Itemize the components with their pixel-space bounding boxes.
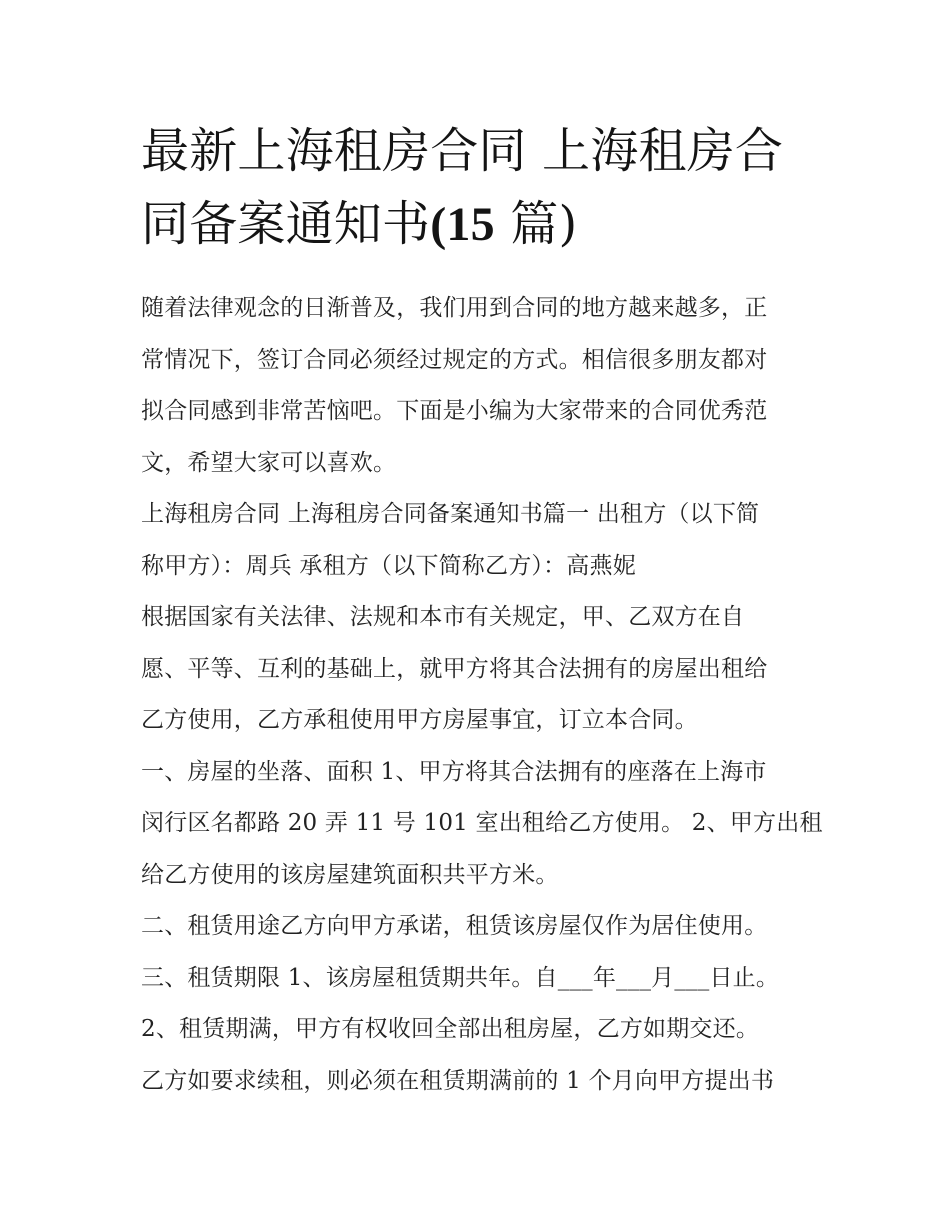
text-line: 2、租赁期满，甲方有权收回全部出租房屋，乙方如期交还。 (141, 1016, 760, 1042)
paragraph-section-3-item-2 (141, 1004, 813, 1056)
title-line: 最新上海租房合同 上海租房合 (141, 123, 784, 179)
text-line: 三、租赁期限 1、该房屋租赁期共年。自___年___月___日止。 (141, 964, 780, 991)
title-suffix: 篇) (494, 196, 578, 252)
paragraph-parties (141, 489, 813, 592)
paragraph-section-2 (141, 901, 813, 953)
document-title (141, 115, 821, 261)
title-count: (15 (430, 198, 495, 251)
text-line: 一、房屋的坐落、面积 1、甲方将其合法拥有的座落在上海市 (141, 758, 767, 785)
text-line: 乙方使用，乙方承租使用甲方房屋事宜，订立本合同。 (141, 707, 698, 733)
paragraph-section-3 (141, 953, 813, 1005)
text-line: 闵行区名都路 20 弄 11 号 101 室出租给乙方使用。 2、甲方出租 (141, 810, 823, 836)
title-line (141, 188, 821, 261)
paragraph-renewal (141, 1056, 813, 1108)
text-line: 称甲方）：周兵 承租方（以下简称乙方）：高燕妮 (141, 552, 636, 579)
document-body (141, 283, 823, 1107)
text-line: 随着法律观念的日渐普及，我们用到合同的地方越来越多，正 (141, 295, 768, 321)
paragraph-intro (141, 283, 813, 489)
text-line: 愿、平等、互利的基础上，就甲方将其合法拥有的房屋出租给 (141, 655, 768, 682)
text-line: 常情况下，签订合同必须经过规定的方式。相信很多朋友都对 (141, 346, 768, 373)
text-line: 根据国家有关法律、法规和本市有关规定，甲、乙双方在自 (141, 604, 745, 630)
text-line: 拟合同感到非常苦恼吧。下面是小编为大家带来的合同优秀范 (141, 398, 768, 424)
paragraph-basis (141, 592, 813, 747)
text-line: 文，希望大家可以喜欢。 (141, 449, 397, 476)
text-line: 二、租赁用途乙方向甲方承诺，租赁该房屋仅作为居住使用。 (141, 913, 768, 939)
title-text: 同备案通知书 (141, 196, 431, 252)
paragraph-section-1 (141, 747, 823, 902)
text-line: 给乙方使用的该房屋建筑面积共平方米。 (141, 861, 559, 888)
text-line: 上海租房合同 上海租房合同备案通知书篇一 出租方（以下简 (141, 501, 760, 527)
text-line: 乙方如要求续租，则必须在租赁期满前的 1 个月向甲方提出书 (141, 1067, 775, 1094)
